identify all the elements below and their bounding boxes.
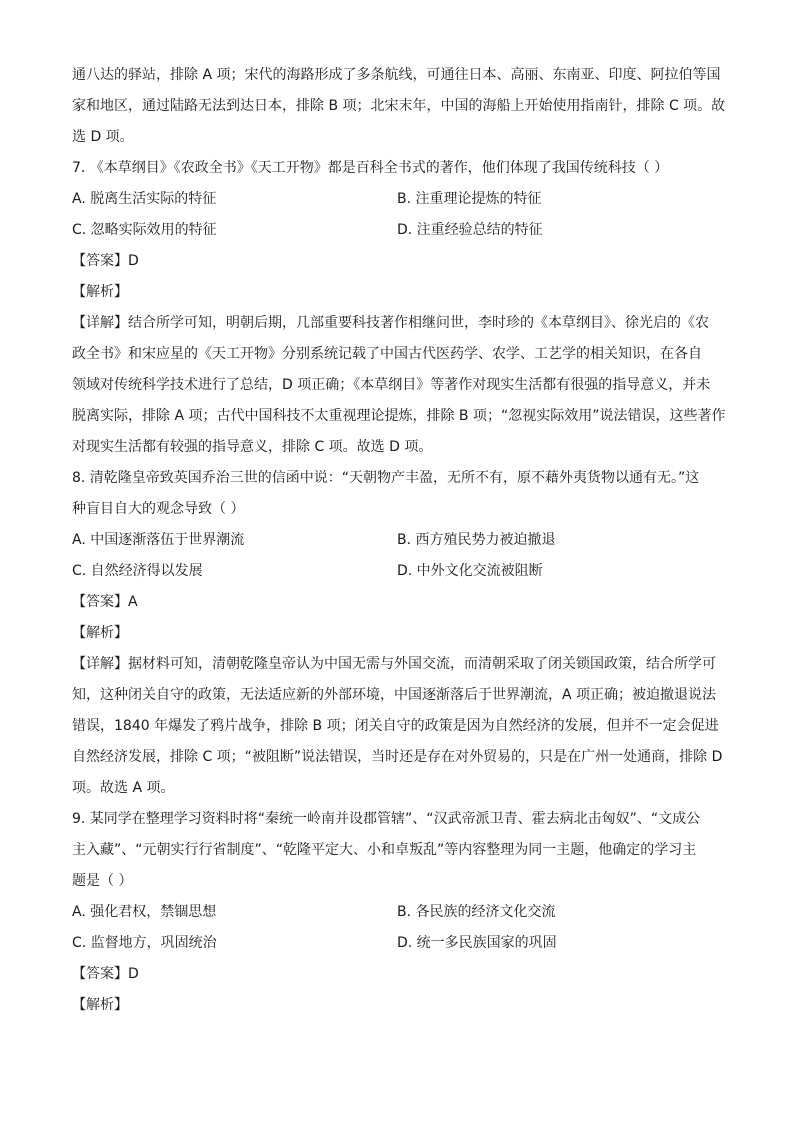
answer-label: 【答案】D: [72, 253, 139, 269]
option-d: D. 注重经验总结的特征: [397, 222, 543, 238]
page-content: [72, 60, 724, 1021]
question-9: [72, 804, 724, 1021]
detail-explanation: [72, 308, 724, 463]
text-line: 7. 《本草纲目》《农政全书》《天工开物》都是百科全书式的著作，他们体现了我国传统科技（ ）: [72, 160, 669, 176]
text-line: 领域对传统科学技术进行了总结，D 项正确；《本草纲目》等著作对现实生活都有很强的指导意义，并未: [72, 377, 711, 393]
text-line: 错误，1840 年爆发了鸦片战争，排除 B 项；闭关自守的政策是因为自然经济的发展，但并不一定会促进: [72, 718, 719, 734]
analysis-label: 【解析】: [72, 284, 128, 300]
detail-explanation: [72, 649, 724, 804]
question-8: [72, 463, 724, 804]
text-line: 自然经济发展，排除 C 项；“被阻断”说法错误，当时还是存在对外贸易的，只是在广州一处通商，排除 D: [72, 749, 723, 765]
analysis-label: 【解析】: [72, 997, 128, 1013]
text-line: 主入藏”、“元朝实行行省制度”、“乾隆平定大、小和卓叛乱”等内容整理为同一主题，他确定的学习主: [72, 842, 697, 858]
text-line: 选 D 项。: [72, 129, 134, 145]
option-d: D. 中外文化交流被阻断: [397, 563, 543, 579]
analysis-label: 【解析】: [72, 625, 128, 641]
option-a: A. 强化君权，禁锢思想: [72, 904, 217, 920]
text-line: 政全书》和宋应星的《天工开物》分别系统记载了中国古代医药学、农学、工艺学的相关知识，在各自: [72, 346, 702, 362]
option-d: D. 统一多民族国家的巩固: [397, 935, 557, 951]
answer-label: 【答案】A: [72, 594, 138, 610]
prev-explanation: [72, 60, 724, 153]
option-c: C. 自然经济得以发展: [72, 563, 203, 579]
question-stem: [72, 153, 724, 184]
option-b: B. 注重理论提炼的特征: [397, 191, 542, 207]
text-line: 通八达的驿站，排除 A 项；宋代的海路形成了多条航线，可通往日本、高丽、东南亚、印度、阿拉伯等国: [72, 67, 721, 83]
text-line: 【详解】据材料可知，清朝乾隆皇帝认为中国无需与外国交流，而清朝采取了闭关锁国政策，结合所学可: [72, 656, 716, 672]
option-grid: [72, 897, 724, 959]
answer-label: 【答案】D: [72, 966, 139, 982]
option-b: B. 各民族的经济文化交流: [397, 904, 556, 920]
text-line: 对现实生活都有较强的指导意义，排除 C 项。故选 D 项。: [72, 439, 433, 455]
option-grid: [72, 525, 724, 587]
option-c: C. 忽略实际效用的特征: [72, 222, 217, 238]
option-a: A. 脱离生活实际的特征: [72, 191, 217, 207]
text-line: 知，这种闭关自守的政策，无法适应新的外部环境，中国逐渐落后于世界潮流，A 项正确；被迫撤退说法: [72, 687, 717, 703]
question-stem: [72, 804, 724, 897]
question-7: [72, 153, 724, 463]
option-a: A. 中国逐渐落伍于世界潮流: [72, 532, 245, 548]
text-line: 题是（ ）: [72, 873, 133, 889]
option-b: B. 西方殖民势力被迫撤退: [397, 532, 556, 548]
text-line: 8. 清乾隆皇帝致英国乔治三世的信函中说：“天朝物产丰盈，无所不有，原不藉外夷货物以通有无。”这: [72, 470, 700, 486]
option-c: C. 监督地方，巩固统治: [72, 935, 217, 951]
text-line: 脱离实际，排除 A 项；古代中国科技不太重视理论提炼，排除 B 项；“忽视实际效用”说法错误，这些著作: [72, 408, 726, 424]
question-stem: [72, 463, 724, 525]
text-line: 【详解】结合所学可知，明朝后期，几部重要科技著作相继问世，李时珍的《本草纲目》、徐光启的《农: [72, 315, 709, 331]
text-line: 种盲目自大的观念导致（ ）: [72, 501, 245, 517]
text-line: 家和地区，通过陆路无法到达日本，排除 B 项；北宋末年，中国的海船上开始使用指南针，排除 C 项。故: [72, 98, 726, 114]
text-line: 9. 某同学在整理学习资料时将“秦统一岭南并设郡管辖”、“汉武帝派卫青、霍去病北击匈奴”、“文成公: [72, 811, 701, 827]
option-grid: [72, 184, 724, 246]
text-line: 项。故选 A 项。: [72, 780, 175, 796]
